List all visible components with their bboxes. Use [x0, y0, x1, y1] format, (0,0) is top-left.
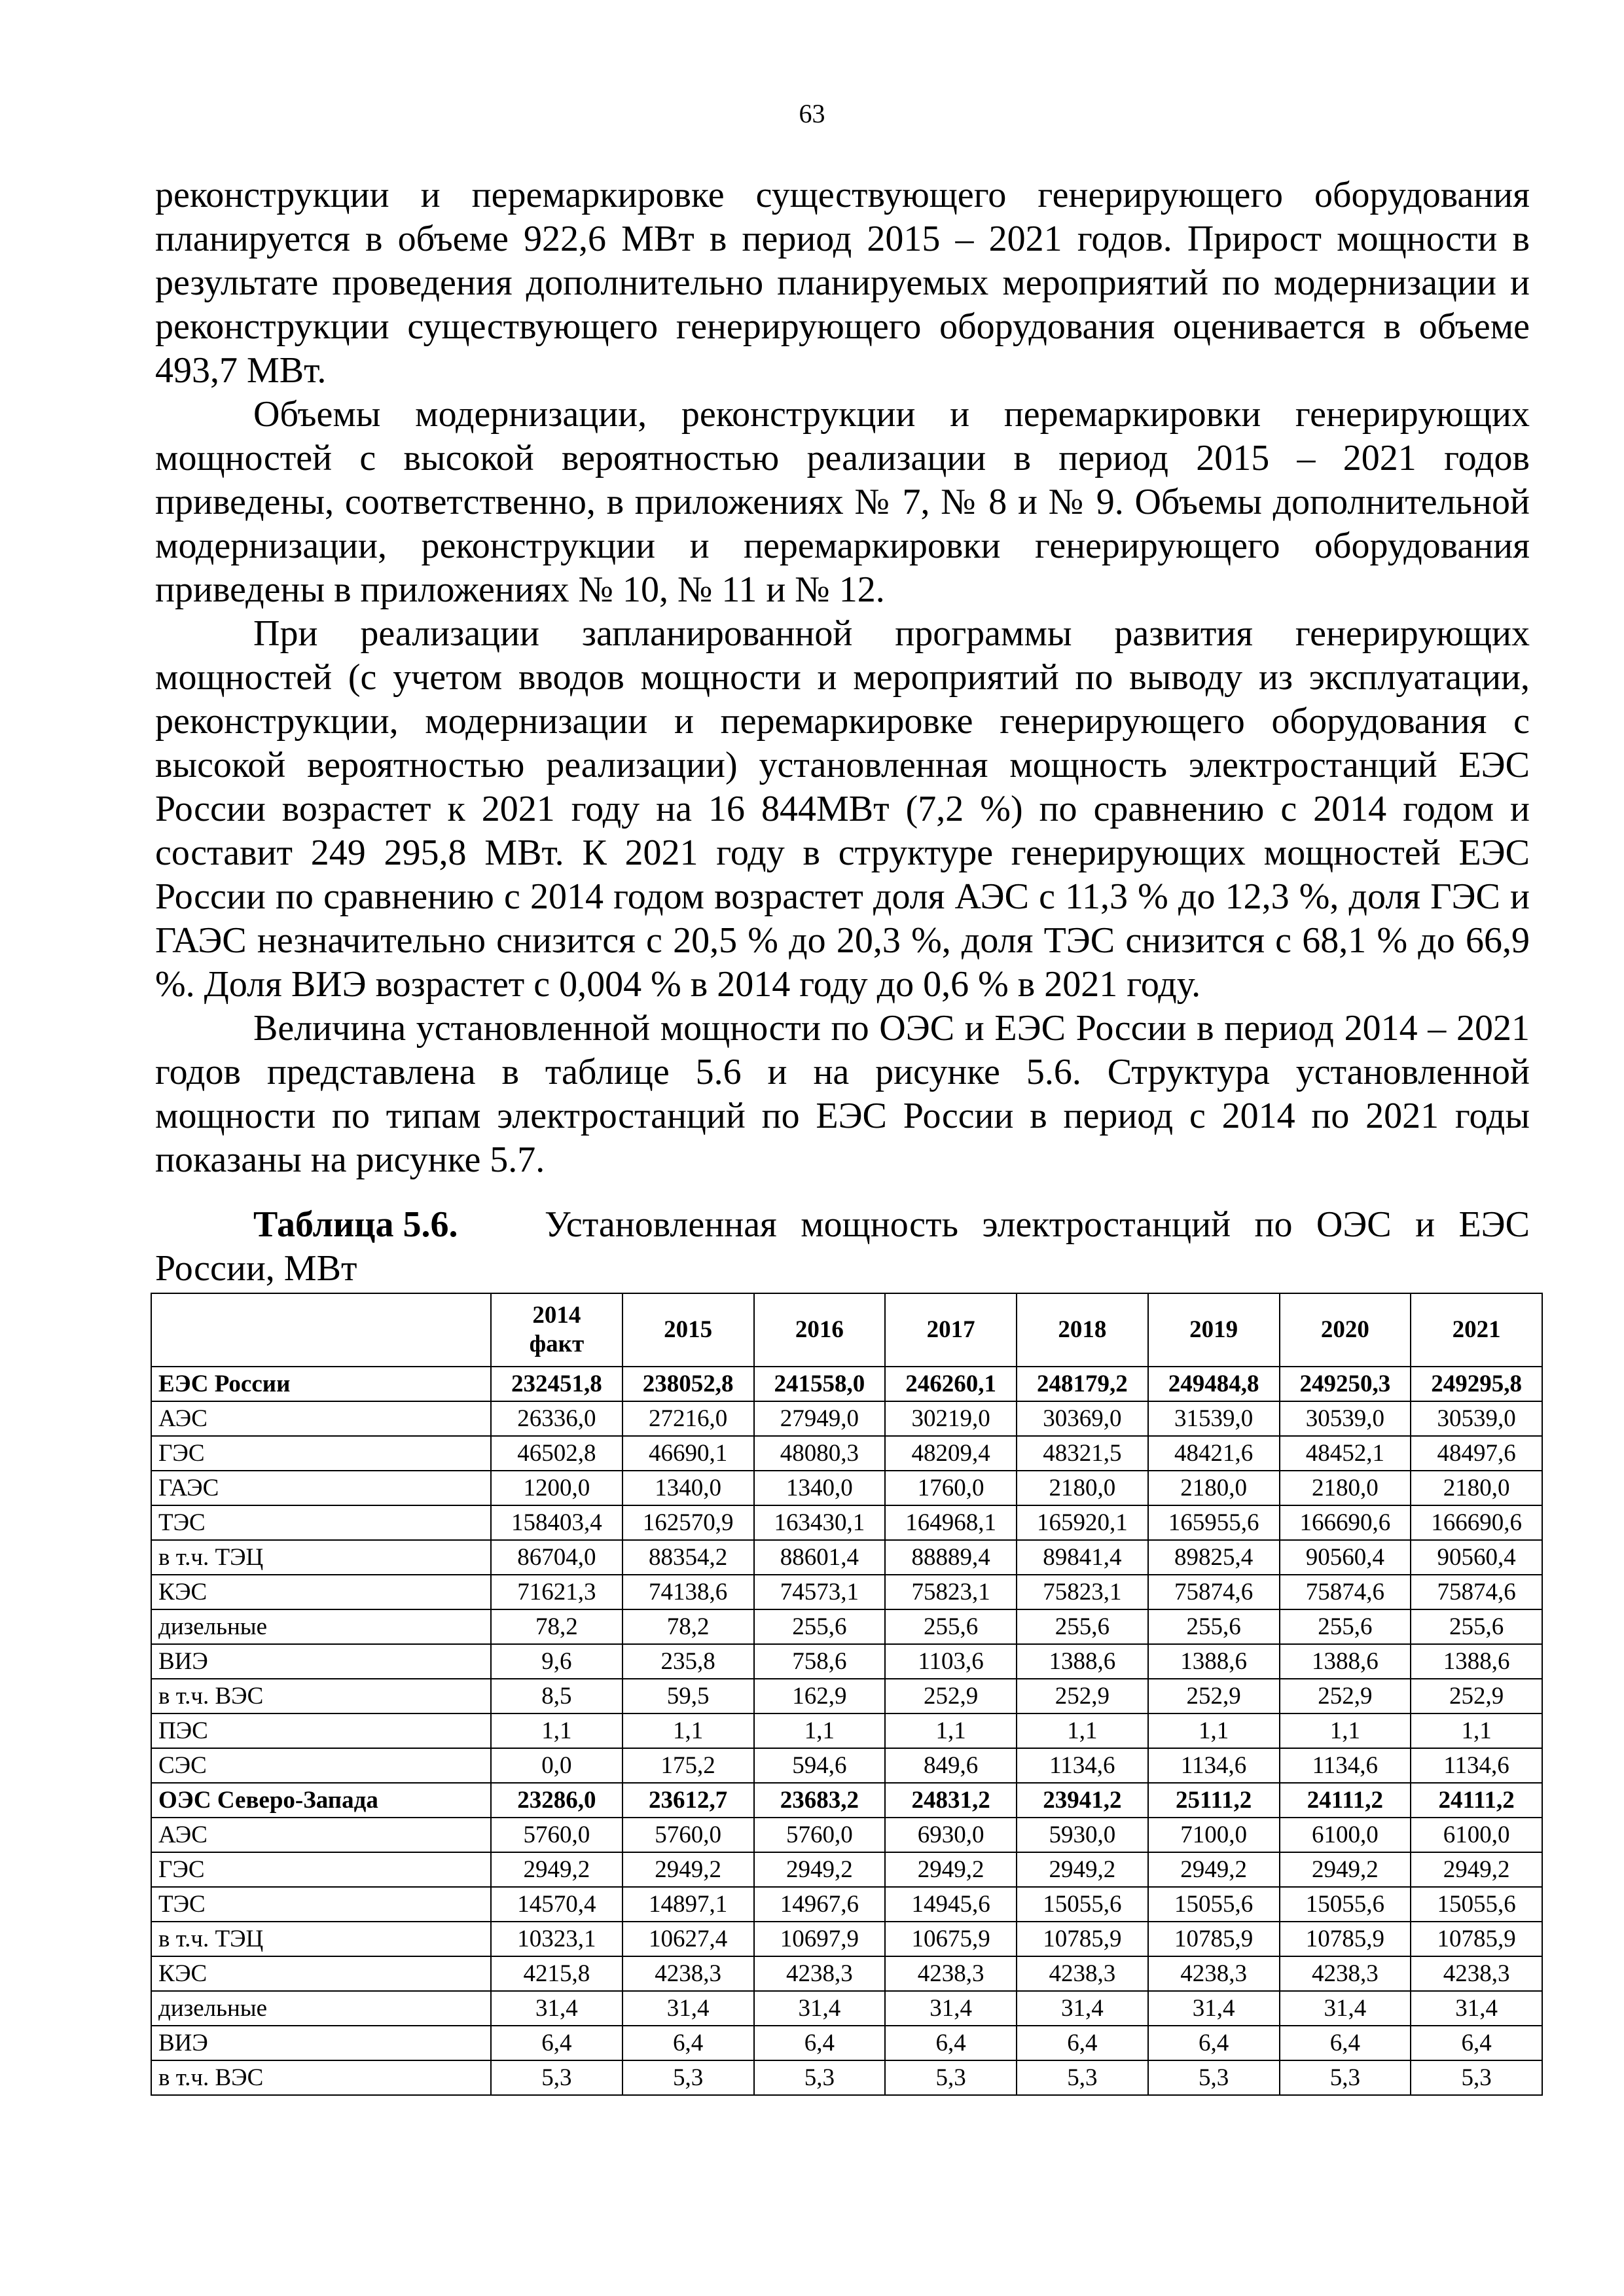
- table-cell: 255,6: [1148, 1609, 1280, 1644]
- table-cell: 10785,9: [1017, 1922, 1148, 1956]
- header-cell-2016: 2016: [754, 1293, 886, 1367]
- table-cell: 10785,9: [1148, 1922, 1280, 1956]
- table-cell: 2949,2: [623, 1852, 754, 1887]
- table-cell: 5760,0: [623, 1818, 754, 1852]
- table-cell: 1134,6: [1017, 1748, 1148, 1783]
- table-row: [151, 1852, 1542, 1887]
- table-cell: 252,9: [1017, 1679, 1148, 1713]
- header-cell-2019: 2019: [1148, 1293, 1280, 1367]
- table-cell: 1134,6: [1148, 1748, 1280, 1783]
- table-cell: 15055,6: [1017, 1887, 1148, 1922]
- row-label: в т.ч. ВЭС: [151, 2060, 491, 2095]
- row-label: КЭС: [151, 1956, 491, 1991]
- table-row: [151, 2026, 1542, 2060]
- table-cell: 9,6: [491, 1644, 623, 1679]
- table-cell: 2180,0: [1017, 1471, 1148, 1505]
- table-caption-label: Таблица 5.6.: [253, 1204, 458, 1245]
- table-cell: 15055,6: [1148, 1887, 1280, 1922]
- table-cell: 15055,6: [1280, 1887, 1411, 1922]
- table-cell: 31,4: [1148, 1991, 1280, 2026]
- table-cell: 1388,6: [1017, 1644, 1148, 1679]
- table-cell: 1,1: [491, 1713, 623, 1748]
- table-cell: 249250,3: [1280, 1367, 1411, 1401]
- table-cell: 5,3: [623, 2060, 754, 2095]
- table-cell: 46690,1: [623, 1436, 754, 1471]
- header-cell-empty: [151, 1293, 491, 1367]
- table-cell: 2949,2: [1148, 1852, 1280, 1887]
- table-cell: 175,2: [623, 1748, 754, 1783]
- table-cell: 1103,6: [885, 1644, 1017, 1679]
- table-cell: 162,9: [754, 1679, 886, 1713]
- table-row: [151, 1713, 1542, 1748]
- table-cell: 158403,4: [491, 1505, 623, 1540]
- table-cell: 71621,3: [491, 1575, 623, 1609]
- table-cell: 31,4: [1280, 1991, 1411, 2026]
- table-cell: 8,5: [491, 1679, 623, 1713]
- table-cell: 31,4: [1411, 1991, 1542, 2026]
- table-cell: 235,8: [623, 1644, 754, 1679]
- table-row: [151, 1818, 1542, 1852]
- table-cell: 4238,3: [754, 1956, 886, 1991]
- row-label: ОЭС Северо-Запада: [151, 1783, 491, 1818]
- row-label: АЭС: [151, 1818, 491, 1852]
- table-cell: 1,1: [623, 1713, 754, 1748]
- table-cell: 1,1: [754, 1713, 886, 1748]
- table-cell: 90560,4: [1411, 1540, 1542, 1575]
- table-cell: 6930,0: [885, 1818, 1017, 1852]
- table-cell: 6,4: [1148, 2026, 1280, 2060]
- table-cell: 238052,8: [623, 1367, 754, 1401]
- table-cell: 75874,6: [1148, 1575, 1280, 1609]
- header-cell-2014: 2014 факт: [491, 1293, 623, 1367]
- table-cell: 4238,3: [1411, 1956, 1542, 1991]
- table-cell: 6,4: [491, 2026, 623, 2060]
- table-cell: 252,9: [1148, 1679, 1280, 1713]
- table-cell: 30539,0: [1411, 1401, 1542, 1436]
- table-cell: 1340,0: [623, 1471, 754, 1505]
- table-cell: 4238,3: [1148, 1956, 1280, 1991]
- paragraph-1: реконструкции и перемаркировке существующего генерирующего оборудования планируется в объеме 922,6 МВт в период 2015 – 2021 годов. Прирост мощности в результате проведения дополнительно планируемых мероприятий по модернизации и реконструкции существующего генерирующего оборудования оценивается в объеме 493,7 МВт.: [155, 175, 1530, 391]
- body-text: [155, 173, 1530, 1182]
- table-header-row: [151, 1293, 1542, 1367]
- table-cell: 24831,2: [885, 1783, 1017, 1818]
- table-cell: 48452,1: [1280, 1436, 1411, 1471]
- row-label: ВИЭ: [151, 1644, 491, 1679]
- table-cell: 252,9: [1280, 1679, 1411, 1713]
- page-number: 63: [799, 99, 825, 128]
- table-cell: 10675,9: [885, 1922, 1017, 1956]
- paragraph-3: При реализации запланированной программы развития генерирующих мощностей (с учетом вводов мощности и мероприятий по выводу из эксплуатации, реконструкции, модернизации и перемаркировке генерирующего оборудования с высокой вероятностью реализации) установленная мощность электростанций ЕЭС России возрастет к 2021 году на 16 844МВт (7,2 %) по сравнению с 2014 годом и составит 249 295,8 МВт. К 2021 году в структуре генерирующих мощностей ЕЭС России по сравнению с 2014 годом возрастет доля АЭС с 11,3 % до 12,3 %, доля ГЭС и ГАЭС незначительно снизится с 20,5 % до 20,3 %, доля ТЭС снизится с 68,1 % до 66,9 %. Доля ВИЭ возрастет с 0,004 % в 2014 году до 0,6 % в 2021 году.: [155, 613, 1530, 1005]
- table-row: [151, 1575, 1542, 1609]
- table-cell: 255,6: [1280, 1609, 1411, 1644]
- table-cell: 88354,2: [623, 1540, 754, 1575]
- table-cell: 2949,2: [754, 1852, 886, 1887]
- row-label: в т.ч. ТЭЦ: [151, 1922, 491, 1956]
- table-cell: 249484,8: [1148, 1367, 1280, 1401]
- table-cell: 249295,8: [1411, 1367, 1542, 1401]
- table-cell: 25111,2: [1148, 1783, 1280, 1818]
- row-label: в т.ч. ТЭЦ: [151, 1540, 491, 1575]
- table-row: [151, 1401, 1542, 1436]
- table-cell: 5,3: [754, 2060, 886, 2095]
- table-cell: 4238,3: [1280, 1956, 1411, 1991]
- table-cell: 4238,3: [623, 1956, 754, 1991]
- table-cell: 246260,1: [885, 1367, 1017, 1401]
- table-cell: 75874,6: [1280, 1575, 1411, 1609]
- table-cell: 252,9: [885, 1679, 1017, 1713]
- table-cell: 23683,2: [754, 1783, 886, 1818]
- table-cell: 86704,0: [491, 1540, 623, 1575]
- table-row: [151, 1956, 1542, 1991]
- table-cell: 164968,1: [885, 1505, 1017, 1540]
- table-cell: 89825,4: [1148, 1540, 1280, 1575]
- table-cell: 10785,9: [1280, 1922, 1411, 1956]
- table-cell: 255,6: [885, 1609, 1017, 1644]
- table-cell: 14945,6: [885, 1887, 1017, 1922]
- table-cell: 248179,2: [1017, 1367, 1148, 1401]
- table-cell: 5,3: [1148, 2060, 1280, 2095]
- table-cell: 5,3: [1280, 2060, 1411, 2095]
- table-cell: 59,5: [623, 1679, 754, 1713]
- table-cell: 1134,6: [1280, 1748, 1411, 1783]
- table-cell: 5930,0: [1017, 1818, 1148, 1852]
- header-cell-2015: 2015: [623, 1293, 754, 1367]
- table-cell: 30369,0: [1017, 1401, 1148, 1436]
- table-cell: 24111,2: [1411, 1783, 1542, 1818]
- table-cell: 74138,6: [623, 1575, 754, 1609]
- table-cell: 1388,6: [1280, 1644, 1411, 1679]
- table-cell: 1200,0: [491, 1471, 623, 1505]
- table-cell: 4238,3: [1017, 1956, 1148, 1991]
- table-cell: 255,6: [754, 1609, 886, 1644]
- table-cell: 6,4: [885, 2026, 1017, 2060]
- table-cell: 31,4: [623, 1991, 754, 2026]
- table-cell: 10323,1: [491, 1922, 623, 1956]
- row-label: ТЭС: [151, 1505, 491, 1540]
- table-cell: 6100,0: [1280, 1818, 1411, 1852]
- table-cell: 75823,1: [1017, 1575, 1148, 1609]
- table-cell: 0,0: [491, 1748, 623, 1783]
- table-cell: 74573,1: [754, 1575, 886, 1609]
- table-cell: 27949,0: [754, 1401, 886, 1436]
- table-cell: 23612,7: [623, 1783, 754, 1818]
- row-label: ГАЭС: [151, 1471, 491, 1505]
- paragraph-4: Величина установленной мощности по ОЭС и ЕЭС России в период 2014 – 2021 годов представлена в таблице 5.6 и на рисунке 5.6. Структура установленной мощности по типам электростанций по ЕЭС России в период с 2014 по 2021 годы показаны на рисунке 5.7.: [155, 1008, 1530, 1180]
- table-cell: 27216,0: [623, 1401, 754, 1436]
- table-cell: 241558,0: [754, 1367, 886, 1401]
- table-cell: 252,9: [1411, 1679, 1542, 1713]
- row-label: СЭС: [151, 1748, 491, 1783]
- row-label: ГЭС: [151, 1436, 491, 1471]
- table-cell: 7100,0: [1148, 1818, 1280, 1852]
- table-cell: 166690,6: [1280, 1505, 1411, 1540]
- table-cell: 23941,2: [1017, 1783, 1148, 1818]
- table-row: [151, 1748, 1542, 1783]
- table-cell: 165920,1: [1017, 1505, 1148, 1540]
- table-cell: 2180,0: [1411, 1471, 1542, 1505]
- table-cell: 5,3: [491, 2060, 623, 2095]
- table-cell: 2949,2: [1411, 1852, 1542, 1887]
- header-cell-2021: 2021: [1411, 1293, 1542, 1367]
- table-cell: 1,1: [1148, 1713, 1280, 1748]
- row-label: дизельные: [151, 1991, 491, 2026]
- table-cell: 31,4: [885, 1991, 1017, 2026]
- table-cell: 30219,0: [885, 1401, 1017, 1436]
- table-cell: 14570,4: [491, 1887, 623, 1922]
- table-cell: 1,1: [1017, 1713, 1148, 1748]
- table-row: [151, 1609, 1542, 1644]
- table-cell: 46502,8: [491, 1436, 623, 1471]
- table-body: [151, 1367, 1542, 2095]
- row-label: дизельные: [151, 1609, 491, 1644]
- table-row: [151, 1679, 1542, 1713]
- table-cell: 6,4: [1411, 2026, 1542, 2060]
- table-cell: 10627,4: [623, 1922, 754, 1956]
- table-cell: 4238,3: [885, 1956, 1017, 1991]
- table-cell: 1760,0: [885, 1471, 1017, 1505]
- capacity-table: [151, 1293, 1543, 2096]
- table-cell: 255,6: [1017, 1609, 1148, 1644]
- table-row: [151, 1887, 1542, 1922]
- table-cell: 6,4: [623, 2026, 754, 2060]
- row-label: ЕЭС России: [151, 1367, 491, 1401]
- table-cell: 232451,8: [491, 1367, 623, 1401]
- table-cell: 48209,4: [885, 1436, 1017, 1471]
- table-caption: [155, 1203, 1530, 1291]
- table-cell: 48497,6: [1411, 1436, 1542, 1471]
- table-cell: 5760,0: [754, 1818, 886, 1852]
- table-cell: 5,3: [885, 2060, 1017, 2095]
- header-cell-2020: 2020: [1280, 1293, 1411, 1367]
- table-cell: 2180,0: [1280, 1471, 1411, 1505]
- table-cell: 1388,6: [1148, 1644, 1280, 1679]
- table-cell: 10697,9: [754, 1922, 886, 1956]
- table-cell: 31,4: [491, 1991, 623, 2026]
- table-cell: 15055,6: [1411, 1887, 1542, 1922]
- table-cell: 2949,2: [1280, 1852, 1411, 1887]
- row-label: ГЭС: [151, 1852, 491, 1887]
- table-cell: 2949,2: [1017, 1852, 1148, 1887]
- row-label: в т.ч. ВЭС: [151, 1679, 491, 1713]
- row-label: ПЭС: [151, 1713, 491, 1748]
- table-cell: 1,1: [885, 1713, 1017, 1748]
- table-cell: 23286,0: [491, 1783, 623, 1818]
- table-cell: 1340,0: [754, 1471, 886, 1505]
- table-cell: 48321,5: [1017, 1436, 1148, 1471]
- table-row: [151, 1540, 1542, 1575]
- table-cell: 163430,1: [754, 1505, 886, 1540]
- row-label: ВИЭ: [151, 2026, 491, 2060]
- table-cell: 48080,3: [754, 1436, 886, 1471]
- table-cell: 90560,4: [1280, 1540, 1411, 1575]
- row-label: АЭС: [151, 1401, 491, 1436]
- table-cell: 758,6: [754, 1644, 886, 1679]
- table-cell: 166690,6: [1411, 1505, 1542, 1540]
- table-cell: 75874,6: [1411, 1575, 1542, 1609]
- table-cell: 1134,6: [1411, 1748, 1542, 1783]
- table-cell: 31,4: [754, 1991, 886, 2026]
- table-cell: 14897,1: [623, 1887, 754, 1922]
- row-label: ТЭС: [151, 1887, 491, 1922]
- table-cell: 1,1: [1280, 1713, 1411, 1748]
- table-cell: 162570,9: [623, 1505, 754, 1540]
- table-cell: 6,4: [754, 2026, 886, 2060]
- table-cell: 75823,1: [885, 1575, 1017, 1609]
- table-cell: 78,2: [491, 1609, 623, 1644]
- table-cell: 24111,2: [1280, 1783, 1411, 1818]
- table-cell: 14967,6: [754, 1887, 886, 1922]
- table-row: [151, 1991, 1542, 2026]
- table-cell: 78,2: [623, 1609, 754, 1644]
- table-cell: 2180,0: [1148, 1471, 1280, 1505]
- table-cell: 1,1: [1411, 1713, 1542, 1748]
- table-row: [151, 2060, 1542, 2095]
- table-cell: 6100,0: [1411, 1818, 1542, 1852]
- table-cell: 10785,9: [1411, 1922, 1542, 1956]
- table-row: [151, 1644, 1542, 1679]
- table-caption-text: Установленная мощность электростанций по ОЭС и ЕЭС России, МВт: [155, 1204, 1530, 1289]
- table-cell: 26336,0: [491, 1401, 623, 1436]
- table-cell: 255,6: [1411, 1609, 1542, 1644]
- table-cell: 89841,4: [1017, 1540, 1148, 1575]
- table-cell: 5760,0: [491, 1818, 623, 1852]
- table-cell: 5,3: [1411, 2060, 1542, 2095]
- table-cell: 165955,6: [1148, 1505, 1280, 1540]
- table-row: [151, 1367, 1542, 1401]
- table-cell: 1388,6: [1411, 1644, 1542, 1679]
- header-cell-2018: 2018: [1017, 1293, 1148, 1367]
- header-cell-2017: 2017: [885, 1293, 1017, 1367]
- table-row: [151, 1783, 1542, 1818]
- table-cell: 5,3: [1017, 2060, 1148, 2095]
- table-cell: 849,6: [885, 1748, 1017, 1783]
- table-cell: 88601,4: [754, 1540, 886, 1575]
- table-cell: 2949,2: [885, 1852, 1017, 1887]
- table-cell: 6,4: [1017, 2026, 1148, 2060]
- table-row: [151, 1436, 1542, 1471]
- table-cell: 594,6: [754, 1748, 886, 1783]
- table-cell: 31539,0: [1148, 1401, 1280, 1436]
- table-row: [151, 1922, 1542, 1956]
- row-label: КЭС: [151, 1575, 491, 1609]
- table-cell: 6,4: [1280, 2026, 1411, 2060]
- table-row: [151, 1471, 1542, 1505]
- table-cell: 4215,8: [491, 1956, 623, 1991]
- table-cell: 31,4: [1017, 1991, 1148, 2026]
- table-cell: 48421,6: [1148, 1436, 1280, 1471]
- table-cell: 30539,0: [1280, 1401, 1411, 1436]
- table-row: [151, 1505, 1542, 1540]
- table-cell: 88889,4: [885, 1540, 1017, 1575]
- paragraph-2: Объемы модернизации, реконструкции и перемаркировки генерирующих мощностей с высокой вероятностью реализации в период 2015 – 2021 годов приведены, соответственно, в приложениях № 7, № 8 и № 9. Объемы дополнительной модернизации, реконструкции и перемаркировки генерирующего оборудования приведены в приложениях № 10, № 11 и № 12.: [155, 394, 1530, 610]
- table-cell: 2949,2: [491, 1852, 623, 1887]
